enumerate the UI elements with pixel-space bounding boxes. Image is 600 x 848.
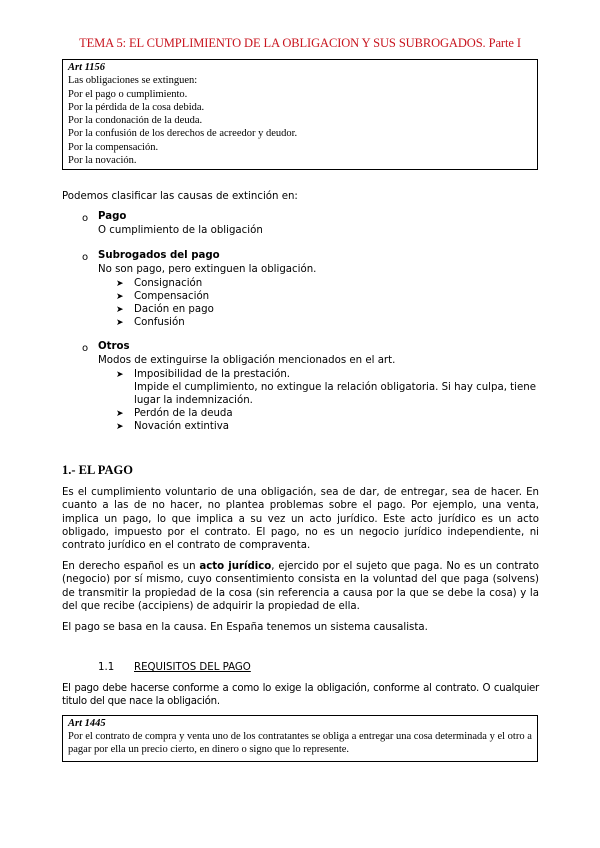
- cause-heading-pago: Pago: [98, 211, 127, 222]
- cause-heading-otros: Otros: [98, 341, 130, 352]
- bullet-icon: o: [82, 252, 89, 263]
- paragraph-acto-juridico: En derecho español es un acto jurídico, ejercido por el sujeto que paga. No es un contrato (negocio) por sí mismo, cuyo consentimiento consista en la voluntad del que paga (solvens) de transmitir la propiedad de la cosa (sin referencia a causa por la que se debe la cosa) y la del que recibe (accipiens) de adquirir la propiedad de ella.: [62, 561, 539, 612]
- arrow-bullet-icon: ➤: [116, 370, 124, 380]
- arrow-bullet-icon: ➤: [116, 279, 124, 289]
- article-line: Por la confusión de los derechos de acreedor y deudor.: [68, 128, 298, 140]
- list-item: ➤ Dación en pago: [116, 303, 214, 317]
- arrow-bullet-icon: ➤: [116, 409, 124, 419]
- article-line: Por la condonación de la deuda.: [68, 115, 203, 127]
- bullet-icon: o: [82, 343, 89, 354]
- article-line: Por la compensación.: [68, 141, 159, 153]
- arrow-bullet-icon: ➤: [116, 305, 124, 315]
- cause-text-pago: O cumplimiento de la obligación: [98, 225, 263, 236]
- article-text: Por el contrato de compra y venta uno de los contratantes se obliga a entregar una cosa determinada y el otro a pagar por ella un precio cierto, en dinero o signo que lo represente.: [68, 731, 532, 755]
- article-number: Art 1156: [68, 62, 106, 73]
- arrow-bullet-icon: ➤: [116, 318, 124, 328]
- bold-term: acto jurídico: [199, 561, 272, 572]
- arrow-bullet-icon: ➤: [116, 422, 124, 432]
- list-item: ➤ Perdón de la deuda: [116, 407, 233, 421]
- cause-text-otros: Modos de extinguirse la obligación mencionados en el art.: [98, 355, 396, 366]
- article-1156-box: [62, 59, 538, 170]
- article-line: Por la novación.: [68, 155, 137, 167]
- subsection-title: REQUISITOS DEL PAGO: [134, 662, 251, 673]
- article-line: Por la pérdida de la cosa debida.: [68, 101, 205, 113]
- article-1445-box: [62, 715, 538, 762]
- subsection-number: 1.1: [98, 662, 115, 673]
- subsection-heading: [98, 662, 251, 673]
- list-item: ➤ Consignación: [116, 277, 202, 291]
- article-line: Las obligaciones se extinguen:: [68, 75, 198, 87]
- paragraph-requisitos: El pago debe hacerse conforme a como lo exige la obligación, conforme al contrato. O cualquier titulo del que nace la obligación.: [62, 683, 539, 708]
- bullet-icon: o: [82, 213, 89, 224]
- list-item: ➤ Compensación: [116, 290, 209, 304]
- paragraph-causa: El pago se basa en la causa. En España tenemos un sistema causalista.: [62, 622, 428, 633]
- article-line: Por el pago o cumplimiento.: [68, 88, 188, 100]
- list-item: ➤ Confusión: [116, 316, 185, 330]
- list-item-continuation: Impide el cumplimiento, no extingue la relación obligatoria. Si hay culpa, tiene lugar la indemnización.: [134, 382, 536, 407]
- article-number: Art 1445: [68, 718, 106, 729]
- intro-paragraph: Podemos clasificar las causas de extinción en:: [62, 191, 298, 202]
- document-title: TEMA 5: EL CUMPLIMIENTO DE LA OBLIGACION Y SUS SUBROGADOS. Parte I: [79, 36, 521, 50]
- cause-heading-subrogados: Subrogados del pago: [98, 250, 220, 261]
- list-item: ➤ Novación extintiva: [116, 420, 229, 434]
- cause-text-subrogados: No son pago, pero extinguen la obligación.: [98, 264, 317, 275]
- arrow-bullet-icon: ➤: [116, 292, 124, 302]
- section-heading-el-pago: 1.- EL PAGO: [62, 463, 133, 477]
- paragraph-definition: Es el cumplimiento voluntario de una obligación, sea de dar, de entregar, sea de hacer. En cuanto a las de no hacer, no plantea problemas sobre el pago. Por ejemplo, una venta, implica un pago, lo que implica a su vez un acto jurídico. Este acto jurídico es un acto obligado, impuesto por el contrato. El pago, no es un negocio jurídico independiente, ni contrato jurídico en el contrato de compraventa.: [62, 487, 539, 552]
- list-item: ➤ Imposibilidad de la prestación.: [116, 368, 290, 382]
